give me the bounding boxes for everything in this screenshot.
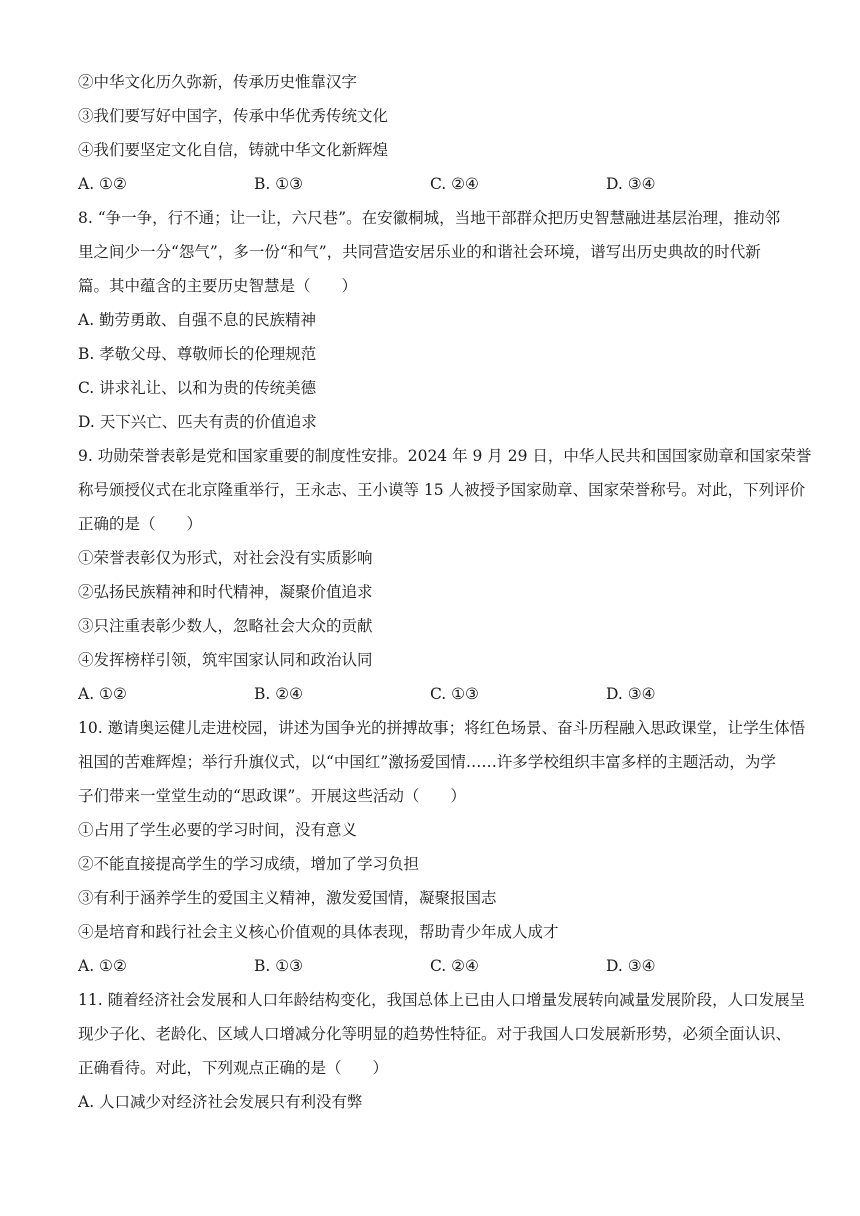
q9-stem-line-2: 称号颁授仪式在北京隆重举行，王永志、王小谟等 15 人被授予国家勋章、国家荣誉称号。对此，下列评价 (78, 481, 806, 499)
q10-statement-4: ④是培育和践行社会主义核心价值观的具体表现，帮助青少年成人成才 (78, 923, 559, 941)
q8-option-c[interactable]: C. 讲求礼让、以和为贵的传统美德 (78, 379, 317, 397)
q9-statement-1: ①荣誉表彰仅为形式，对社会没有实质影响 (78, 549, 373, 567)
q11-option-a[interactable]: A. 人口减少对经济社会发展只有利没有弊 (78, 1093, 363, 1111)
q10-statement-1: ①占用了学生必要的学习时间，没有意义 (78, 821, 358, 839)
q8-option-b[interactable]: B. 孝敬父母、尊敬师长的伦理规范 (78, 345, 317, 363)
q10-stem-line-1: 10. 邀请奥运健儿走进校园，讲述为国争光的拼搏故事；将红色场景、奋斗历程融入思政课堂，让学生体悟 (78, 719, 806, 737)
q9-stem-line-1: 9. 功勋荣誉表彰是党和国家重要的制度性安排。2024 年 9 月 29 日，中华人民共和国国家勋章和国家荣誉 (78, 447, 812, 465)
q7-statement-3: ③我们要写好中国字，传承中华优秀传统文化 (78, 107, 389, 125)
q9-option-a[interactable]: A. ①② (78, 685, 127, 703)
q9-option-b[interactable]: B. ②④ (254, 685, 304, 703)
q7-option-b[interactable]: B. ①③ (254, 175, 304, 193)
q7-statement-4: ④我们要坚定文化自信，铸就中华文化新辉煌 (78, 141, 389, 159)
q7-options (78, 173, 778, 195)
q7-option-a[interactable]: A. ①② (78, 175, 127, 193)
q10-option-d[interactable]: D. ③④ (606, 957, 656, 975)
q9-option-d[interactable]: D. ③④ (606, 685, 656, 703)
q8-option-d[interactable]: D. 天下兴亡、匹夫有责的价值追求 (78, 413, 317, 431)
q10-statement-2: ②不能直接提高学生的学习成绩，增加了学习负担 (78, 855, 420, 873)
q10-option-c[interactable]: C. ②④ (430, 957, 479, 975)
q8-stem-line-3: 篇。其中蕴含的主要历史智慧是（ ） (78, 277, 358, 295)
q11-stem-line-1: 11. 随着经济社会发展和人口年龄结构变化，我国总体上已由人口增量发展转向减量发展阶段，人口发展呈 (78, 991, 806, 1009)
q9-statement-2: ②弘扬民族精神和时代精神，凝聚价值追求 (78, 583, 373, 601)
q9-option-c[interactable]: C. ①③ (430, 685, 479, 703)
q10-statement-3: ③有利于涵养学生的爱国主义精神，激发爱国情，凝聚报国志 (78, 889, 497, 907)
q8-stem-line-1: 8. “争一争，行不通；让一让，六尺巷”。在安徽桐城，当地干部群众把历史智慧融进基层治理，推动邻 (78, 209, 781, 227)
q8-option-a[interactable]: A. 勤劳勇敢、自强不息的民族精神 (78, 311, 317, 329)
q10-option-a[interactable]: A. ①② (78, 957, 127, 975)
q9-statement-4: ④发挥榜样引领，筑牢国家认同和政治认同 (78, 651, 373, 669)
q9-statement-3: ③只注重表彰少数人，忽略社会大众的贡献 (78, 617, 373, 635)
q10-stem-line-3: 子们带来一堂堂生动的“思政课”。开展这些活动（ ） (78, 787, 466, 805)
q10-option-b[interactable]: B. ①③ (254, 957, 304, 975)
q7-option-c[interactable]: C. ②④ (430, 175, 479, 193)
q10-options (78, 955, 778, 977)
q7-option-d[interactable]: D. ③④ (606, 175, 656, 193)
q8-stem-line-2: 里之间少一分“怨气”，多一份“和气”，共同营造安居乐业的和谐社会环境，谱写出历史典故的时代新 (78, 243, 761, 261)
q10-stem-line-2: 祖国的苦难辉煌；举行升旗仪式，以“中国红”激扬爱国情……许多学校组织丰富多样的主题活动，为学 (78, 753, 776, 771)
q9-options (78, 683, 778, 705)
q11-stem-line-2: 现少子化、老龄化、区域人口增减分化等明显的趋势性特征。对于我国人口发展新形势，必须全面认识、 (78, 1025, 792, 1043)
q11-stem-line-3: 正确看待。对此，下列观点正确的是（ ） (78, 1059, 389, 1077)
q9-stem-line-3: 正确的是（ ） (78, 515, 203, 533)
q7-statement-2: ②中华文化历久弥新，传承历史惟靠汉字 (78, 73, 358, 91)
